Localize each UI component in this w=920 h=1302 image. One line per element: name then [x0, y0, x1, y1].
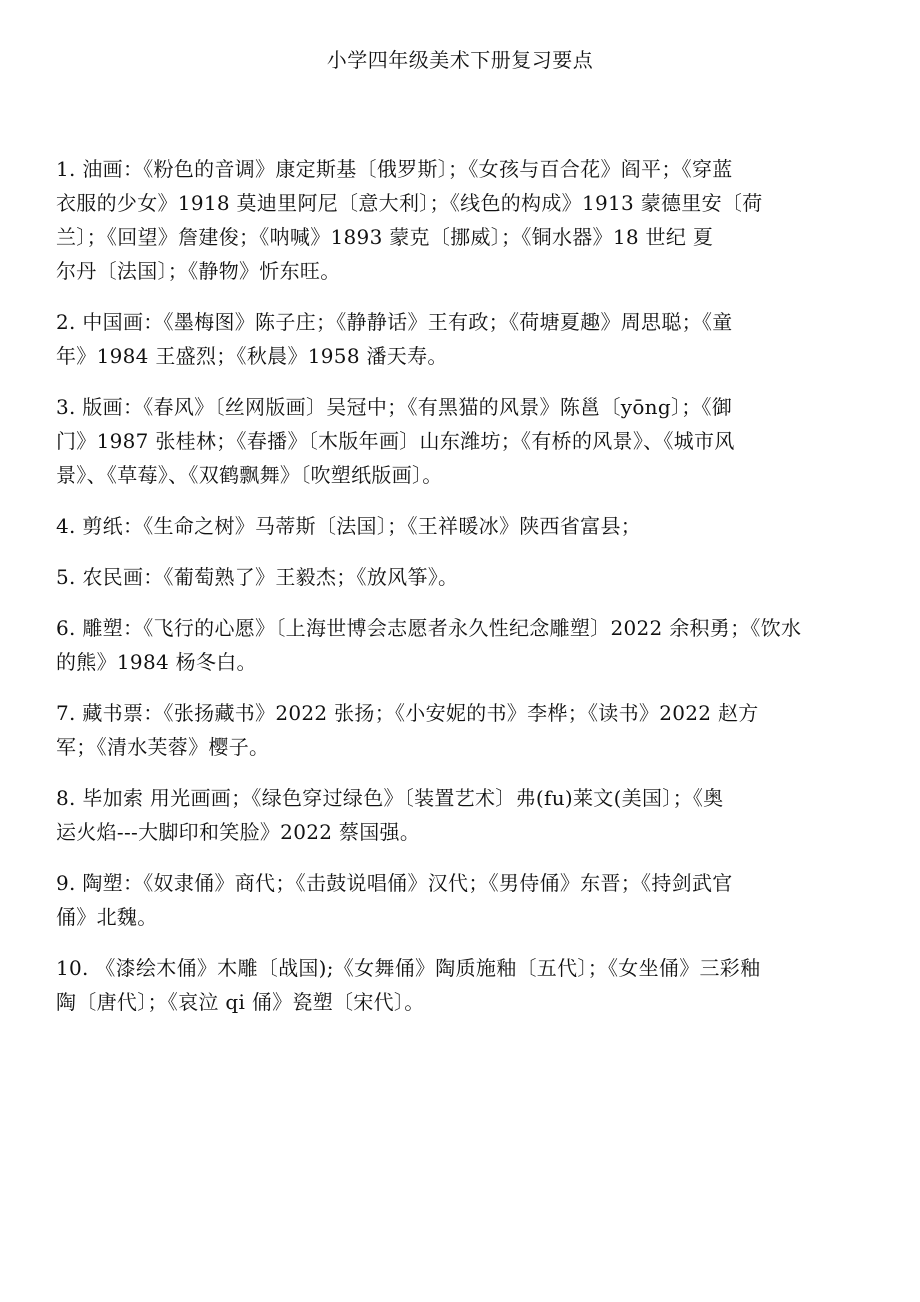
list-item — [56, 866, 876, 934]
document-title: 小学四年级美术下册复习要点 — [326, 48, 594, 72]
list-item — [56, 560, 876, 594]
item-line: 8. 毕加索 用光画画；《绿色穿过绿色》〔装置艺术〕弗(fu)莱文(美国〕；《奥 — [56, 786, 724, 810]
item-line: 景》、《草莓》、《双鹤飘舞》〔吹塑纸版画〕。 — [56, 463, 443, 487]
item-line: 1. 油画：《粉色的音调》康定斯基〔俄罗斯〕；《女孩与百合花》阎平；《穿蓝 — [56, 157, 733, 181]
item-line: 6. 雕塑：《飞行的心愿》〔上海世博会志愿者永久性纪念雕塑〕2022 余积勇；《饮水 — [56, 616, 802, 640]
list-item — [56, 152, 876, 288]
list-item — [56, 781, 876, 849]
item-line: 的熊》1984 杨冬白。 — [56, 650, 257, 674]
document-body — [56, 152, 876, 1036]
list-item — [56, 509, 876, 543]
item-line: 陶〔唐代〕；《哀泣 qi 俑》瓷塑〔宋代〕。 — [56, 990, 425, 1014]
list-item — [56, 611, 876, 679]
item-line: 4. 剪纸：《生命之树》马蒂斯〔法国〕；《王祥暖冰》陕西省富县； — [56, 514, 642, 538]
item-line: 尔丹〔法国〕；《静物》忻东旺。 — [56, 259, 341, 283]
item-line: 5. 农民画：《葡萄熟了》王毅杰；《放风筝》。 — [56, 565, 459, 589]
item-line: 7. 藏书票：《张扬藏书》2022 张扬；《小安妮的书》李桦；《读书》2022 赵方 — [56, 701, 759, 725]
list-item — [56, 305, 876, 373]
item-line: 衣服的少女》1918 莫迪里阿尼〔意大利〕；《线色的构成》1913 蒙德里安〔荷 — [56, 191, 763, 215]
item-line: 运火焰---大脚印和笑脸》2022 蔡国强。 — [56, 820, 421, 844]
item-line: 俑》北魏。 — [56, 905, 158, 929]
list-item — [56, 696, 876, 764]
item-line: 3. 版画：《春风》〔丝网版画〕吴冠中；《有黑猫的风景》陈邕〔yōng〕；《御 — [56, 395, 733, 419]
list-item — [56, 390, 876, 492]
item-line: 兰〕；《回望》詹建俊；《呐喊》1893 蒙克〔挪威〕；《铜水器》18 世纪 夏 — [56, 225, 714, 249]
item-line: 9. 陶塑：《奴隶俑》商代；《击鼓说唱俑》汉代；《男侍俑》东晋；《持剑武官 — [56, 871, 733, 895]
list-item — [56, 951, 876, 1019]
item-line: 军；《清水芙蓉》樱子。 — [56, 735, 270, 759]
item-line: 年》1984 王盛烈；《秋晨》1958 潘天寿。 — [56, 344, 448, 368]
item-line: 2. 中国画：《墨梅图》陈子庄；《静静话》王有政；《荷塘夏趣》周思聪；《童 — [56, 310, 733, 334]
item-line: 10. 《漆绘木俑》木雕〔战国);《女舞俑》陶质施釉〔五代〕；《女坐俑》三彩釉 — [56, 956, 761, 980]
item-line: 门》1987 张桂林；《春播》〔木版年画〕山东潍坊；《有桥的风景》、《城市风 — [56, 429, 735, 453]
